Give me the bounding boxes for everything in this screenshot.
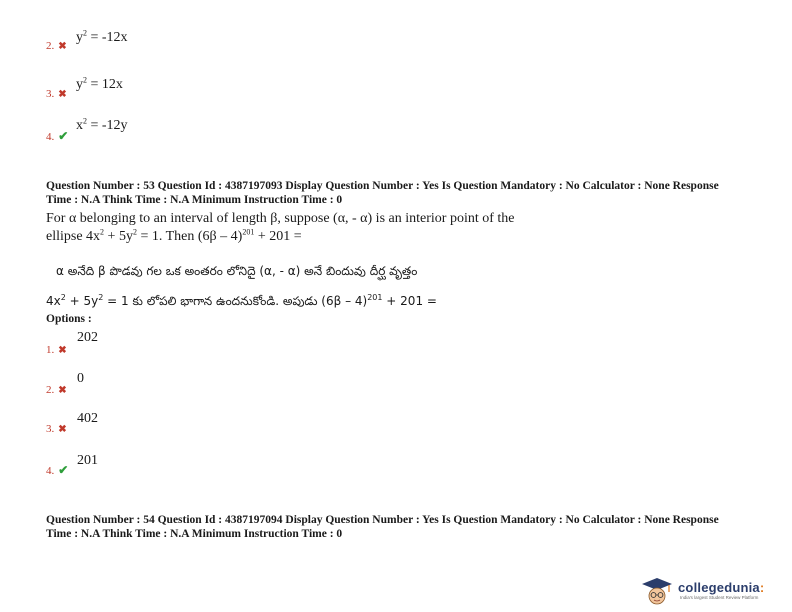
text-part: = 1. Then (6β – 4): [136, 229, 243, 244]
prev-option-2: [46, 36, 67, 54]
option-number: 3.: [46, 88, 55, 100]
question-53-meta: [46, 179, 766, 207]
text-part: 4x: [46, 294, 61, 308]
meta-line-2: Time : N.A Think Time : N.A Minimum Instruction Time : 0: [46, 194, 343, 206]
expr-exp: 201: [367, 293, 383, 302]
option-4: [46, 461, 68, 479]
cross-icon: ✖: [58, 385, 67, 396]
prev-option-2-text: [76, 30, 128, 46]
option-2-text: 0: [77, 371, 84, 386]
expr-exp: 2: [83, 75, 87, 85]
option-number: 2.: [46, 384, 55, 396]
meta-line-1: Question Number : 54 Question Id : 4387197094 Display Question Number : Yes Is Question Mandatory : No Calculator : None Response: [46, 514, 719, 526]
option-number: 2.: [46, 40, 55, 52]
option-1-text: 202: [77, 330, 98, 345]
expr-exp: 2: [132, 227, 137, 237]
logo-tagline: India's largest Student Review Platform: [680, 595, 759, 600]
option-number: 3.: [46, 423, 55, 435]
option-4-text: 201: [77, 453, 98, 468]
option-number: 4.: [46, 131, 55, 143]
mascot-icon: [640, 576, 674, 606]
text-part: = 1 కు లోపలి భాగాన ఉందనుకోండి. అపుడు (6β – 4): [103, 294, 368, 308]
check-icon: ✔: [58, 463, 69, 477]
telugu-line-2: [46, 286, 766, 316]
option-1: [46, 340, 67, 358]
expr-rest: = -12x: [87, 30, 128, 45]
expr-base: y: [76, 77, 83, 92]
english-line-1: For α belonging to an interval of length β, suppose (α, - α) is an interior point of the: [46, 211, 515, 226]
option-3-text: 402: [77, 411, 98, 426]
cross-icon: ✖: [58, 424, 67, 435]
expr-rest: = 12x: [87, 77, 123, 92]
prev-option-4: [46, 127, 68, 145]
meta-line-2: Time : N.A Think Time : N.A Minimum Instruction Time : 0: [46, 528, 343, 540]
meta-line-1: Question Number : 53 Question Id : 4387197093 Display Question Number : Yes Is Question Mandatory : No Calculator : None Response: [46, 180, 719, 192]
logo-name: collegedunia: [678, 580, 760, 595]
logo-wordmark: [678, 580, 764, 595]
text-part: + 201 =: [254, 229, 302, 244]
expr-rest: = -12y: [87, 118, 128, 133]
option-number: 4.: [46, 465, 55, 477]
expr-base: y: [76, 30, 83, 45]
option-3: [46, 419, 67, 437]
text-part: + 5y: [65, 294, 99, 308]
prev-option-4-text: [76, 118, 128, 134]
text-part: ellipse 4x: [46, 229, 101, 244]
question-53-telugu: [46, 256, 766, 316]
options-label: Options :: [46, 313, 92, 325]
check-icon: ✔: [58, 129, 69, 143]
collegedunia-logo: [640, 576, 788, 606]
expr-base: x: [76, 118, 83, 133]
english-line-2: [46, 228, 766, 246]
expr-exp: 2: [83, 28, 87, 38]
option-2: [46, 380, 67, 398]
text-part: + 5y: [104, 229, 133, 244]
question-53-english: [46, 210, 766, 246]
cross-icon: ✖: [58, 41, 67, 52]
expr-exp: 2: [100, 227, 105, 237]
expr-exp: 2: [98, 293, 104, 302]
telugu-line-1: α అనేది β పొడవు గల ఒక అంతరం లోనిదై (α, - α) అనే బిందువు దీర్ఘ వృత్తం: [56, 264, 418, 278]
expr-exp: 201: [242, 227, 255, 237]
option-number: 1.: [46, 344, 55, 356]
logo-dot: :: [759, 580, 765, 595]
question-54-meta: [46, 513, 766, 541]
expr-exp: 2: [83, 116, 87, 126]
prev-option-3: [46, 84, 67, 102]
text-part: + 201 =: [382, 294, 437, 308]
cross-icon: ✖: [58, 89, 67, 100]
cross-icon: ✖: [58, 345, 67, 356]
prev-option-3-text: [76, 77, 123, 93]
expr-exp: 2: [60, 293, 66, 302]
